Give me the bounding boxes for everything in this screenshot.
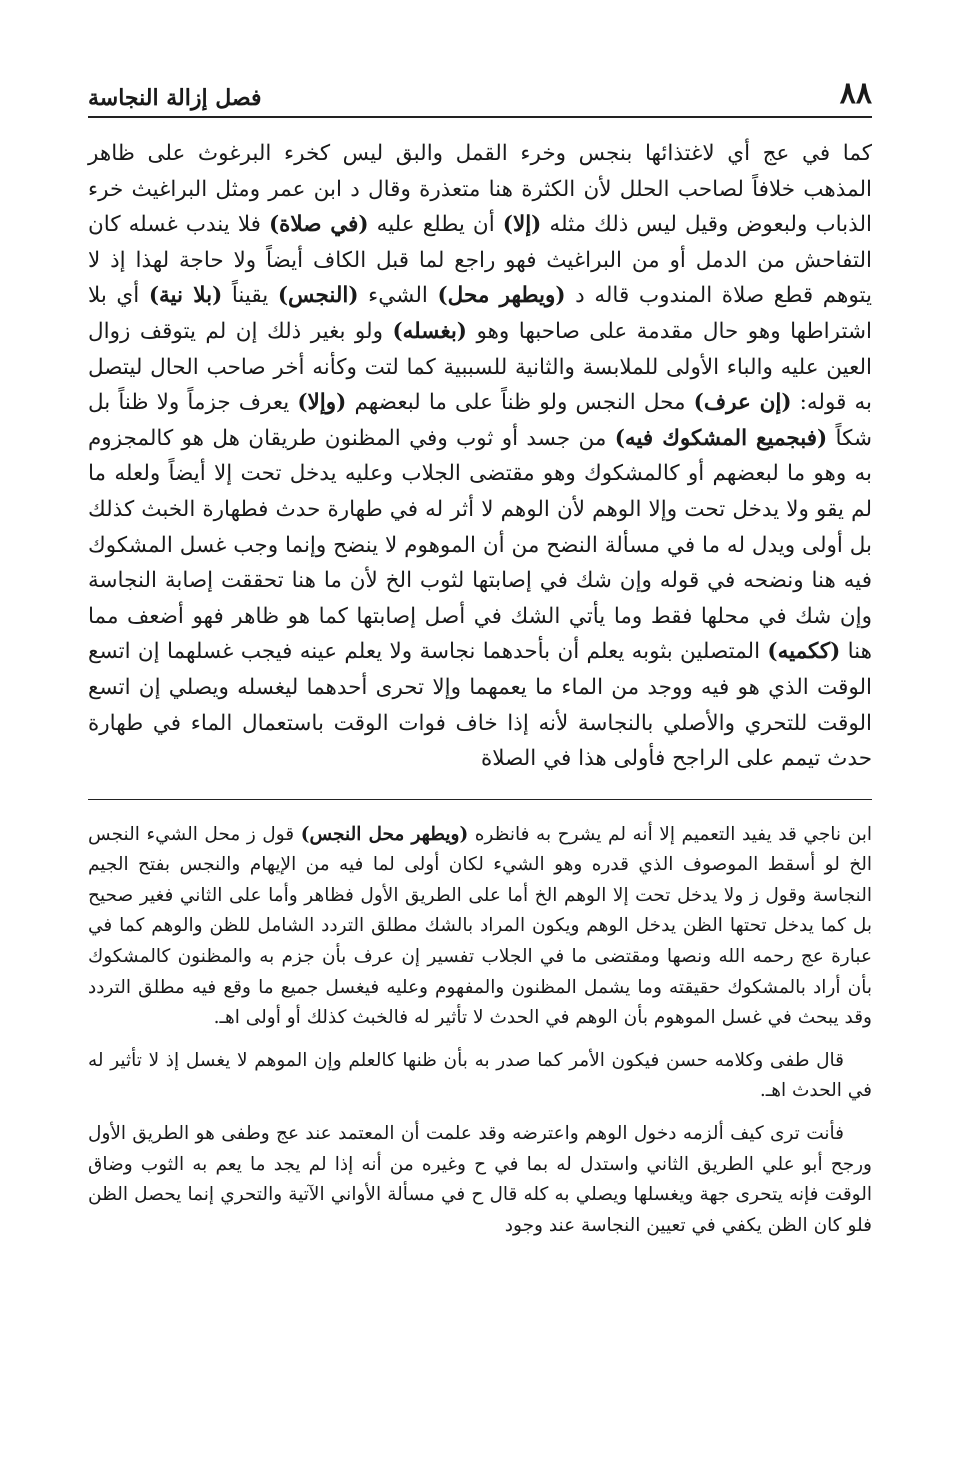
text-run: من جسد أو ثوب وفي المظنون طريقان هل هو كالمجزوم به وهو ما لبعضهم أو كالمشكوك وهو مقتضى الجلاب وعليه يدخل تحت إلا أيضاً ولعله ما لم يقو ولا يدخل تحت وإلا الوهم لأن الوهم لا أثر له في طهارة حدث فطهارة الخبث كذلك بل أولى ويدل له ما في مسألة النضح من أن الموهوم لا ينضح وإنما وجب غسل المشكوك فيه هنا ونضحه في قوله وإن شك في إصابتها لثوب الخ لأن ما هنا تحققت إصابة النجاسة وإن شك في محلها فقط وما يأتي الشك في أصل إصابتها كما هو ظاهر فهو أضعف مما هنا [88, 425, 872, 665]
bold-keyword: (إلا) [502, 212, 542, 238]
text-run: المتصلين بثوبه يعلم أن بأحدهما نجاسة ولا يعلم عينه فيجب غسلهما إن اتسع الوقت الذي هو فيه ووجد من الماء ما يعمهما وإلا تحرى أحدهما ليغسله ويصلي إن اتسع الوقت للتحري والأصلي بالنجاسة لأنه إذا خاف فوات الوقت باستعمال الماء في طهارة حدث تيمم على الراجح فأولى هذا في الصلاة [88, 639, 872, 772]
bold-keyword: (بلا نية) [148, 283, 223, 309]
text-run: ولو بغير ذلك إن لم يتوقف زوال العين عليه والباء الأولى للملابسة والثانية للسببية كما لتت وكأنه أخر صاحب الحال ليتصل به قوله: [88, 318, 872, 416]
text-run: محل النجس ولو ظناً على ما لبعضهم [346, 390, 694, 416]
page-number: ٨٨ [839, 76, 872, 111]
text-run: يقيناً [222, 283, 278, 309]
running-header [88, 70, 872, 118]
text-run: فلا يندب غسله كان التفاحش من الدمل أو من البراغيث فهو راجع لما قبل الكاف أيضاً ولا حاجة لهذا إذ لا يتوهم قطع صلاة المندوب قاله د [88, 212, 872, 309]
text-run: أن يطلع عليه [368, 212, 503, 238]
text-run: الشيء [358, 283, 438, 309]
bold-keyword: (ويطهر محل) [437, 283, 566, 309]
text-run: قول ز محل الشيء النجس الخ لو أسقط الموصوف الذي قدره وهو الشيء لكان أولى لما فيه من الإيهام والنجس بفتح الجيم النجاسة وقول ز ولا يدخل تحت إلا الوهم الخ أما على الطريق الأول فظاهر وأما على الثاني فغير صحيح بل كما يدخل تحتها الظن يدخل الوهم ويكون المراد بالشك مطلق التردد الشامل للظن والوهم كما في عبارة عج رحمه الله ونصها ومقتضى ما في الجلاب تفسير إن عرف بأن جزم به والمظنون كالمشكوك بأن أراد بالمشكوك حقيقته وما يشمل المظنون والمفهوم وعليه فيغسل جميع ما وقع فيه مطلق التردد وقد يبحث في غسل الموهوم بأن الوهم في الحدث لا تأثير له فالخبث كذلك أو أولى اهـ. [88, 823, 872, 1029]
bold-keyword: (في صلاة) [269, 212, 369, 238]
text-run: يعرف جزماً ولا ظناً بل شكاً [88, 390, 872, 451]
text-run: أي بلا اشتراطها وهو حال مقدمة على صاحبها وهو [88, 283, 872, 344]
bold-keyword: (ويطهر محل النجس) [300, 823, 469, 845]
footnote-paragraph-1 [88, 820, 872, 1034]
bold-keyword: (فبجميع المشكوك فيه) [614, 425, 828, 451]
footnote-paragraph-3: فأنت ترى كيف ألزمه دخول الوهم واعترضه وقد علمت أن المعتمد عند عج وطفى هو الطريق الأول ورجح أبو علي الطريق الثاني واستدل له بما في ح وغيره من أنه إذا لم يجد ما يعم به الثوب وضاق الوقت فإنه يتحرى جهة ويغسلها ويصلي به كله قال ح في مسألة الأواني الآتية والتحري إنما يحصل الظن فلو كان الظن يكفي في تعيين النجاسة عند وجود [88, 1123, 872, 1236]
book-page [88, 70, 872, 1450]
bold-keyword: (إن عرف) [693, 390, 792, 416]
footnote-paragraph-2: قال طفى وكلامه حسن فيكون الأمر كما صدر به بأن ظنها كالعلم وإن الموهم لا يغسل إذ لا تأثير له في الحدث اهـ. [88, 1049, 872, 1102]
section-title: فصل إزالة النجاسة [88, 85, 262, 111]
text-run: ابن ناجي قد يفيد التعميم إلا أنه لم يشرح به فانظره [468, 823, 872, 845]
bold-keyword: (وإلا) [297, 390, 347, 416]
bold-keyword: (ككميه) [767, 639, 841, 665]
footnotes-section [88, 820, 872, 1242]
text-run: كما في عج أي لاغتذائها بنجس وخرء القمل والبق ليس كخرء البرغوث على ظاهر المذهب خلافاً لصاحب الحلل لأن الكثرة هنا متعذرة وقال د ابن عمر ومثل البراغيث خرء الذباب ولبعوض وقيل ليس ذلك مثله [88, 141, 872, 238]
bold-keyword: (بغسله) [392, 318, 467, 344]
main-body-text [88, 136, 872, 777]
footnote-divider [88, 799, 872, 800]
bold-keyword: (النجس) [277, 283, 359, 309]
